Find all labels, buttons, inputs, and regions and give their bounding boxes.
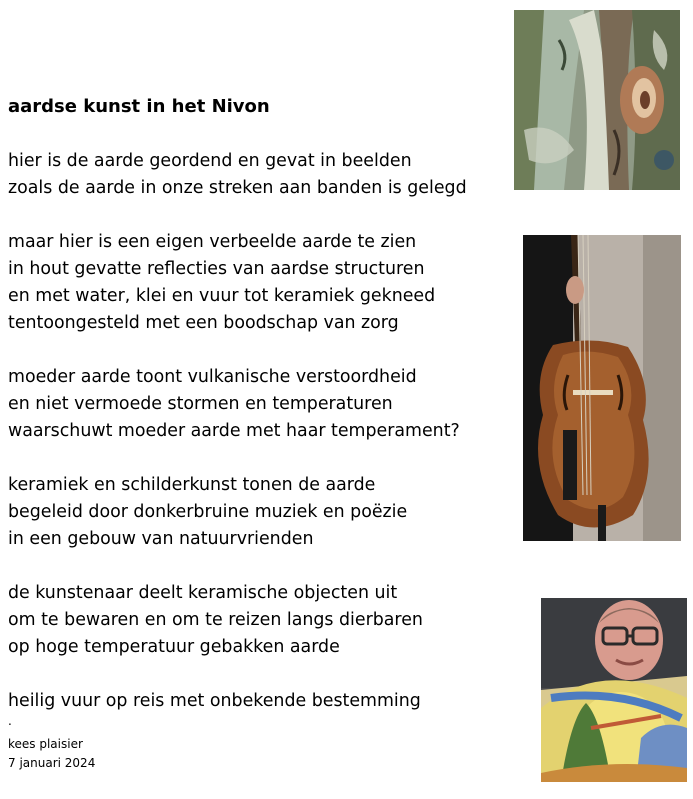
poem-body xyxy=(8,148,467,715)
artist-portrait-photo xyxy=(541,598,687,782)
poem-title: aardse kunst in het Nivon xyxy=(8,96,270,117)
poem-line: en met water, klei en vuur tot keramiek gekneed xyxy=(8,286,436,306)
poem-line: begeleid door donkerbruine muziek en poëzie xyxy=(8,502,408,522)
poem-line: keramiek en schilderkunst tonen de aarde xyxy=(8,475,376,495)
poem-line: om te bewaren en om te reizen langs dierbaren xyxy=(8,610,423,630)
poem-line: moeder aarde toont vulkanische verstoordheid xyxy=(8,367,417,387)
abstract-painting-photo xyxy=(514,10,680,190)
poem-date: 7 januari 2024 xyxy=(8,756,96,770)
poem-line: zoals de aarde in onze streken aan banden is gelegd xyxy=(8,178,467,198)
poem-line: heilig vuur op reis met onbekende bestemming xyxy=(8,691,421,711)
poem-line: maar hier is een eigen verbeelde aarde te zien xyxy=(8,232,417,252)
poem-line: in hout gevatte reflecties van aardse structuren xyxy=(8,259,425,279)
author-name: kees plaisier xyxy=(8,737,83,751)
poem-line: waarschuwt moeder aarde met haar temperament? xyxy=(8,421,460,441)
poem-line: op hoge temperatuur gebakken aarde xyxy=(8,637,340,657)
poem-line: tentoongesteld met een boodschap van zorg xyxy=(8,313,399,333)
poem-line: hier is de aarde geordend en gevat in beelden xyxy=(8,151,412,171)
poem-line: in een gebouw van natuurvrienden xyxy=(8,529,314,549)
separator-dot: . xyxy=(8,714,12,728)
poem-line: de kunstenaar deelt keramische objecten uit xyxy=(8,583,398,603)
poem-line: en niet vermoede stormen en temperaturen xyxy=(8,394,393,414)
double-bass-photo xyxy=(523,235,681,541)
